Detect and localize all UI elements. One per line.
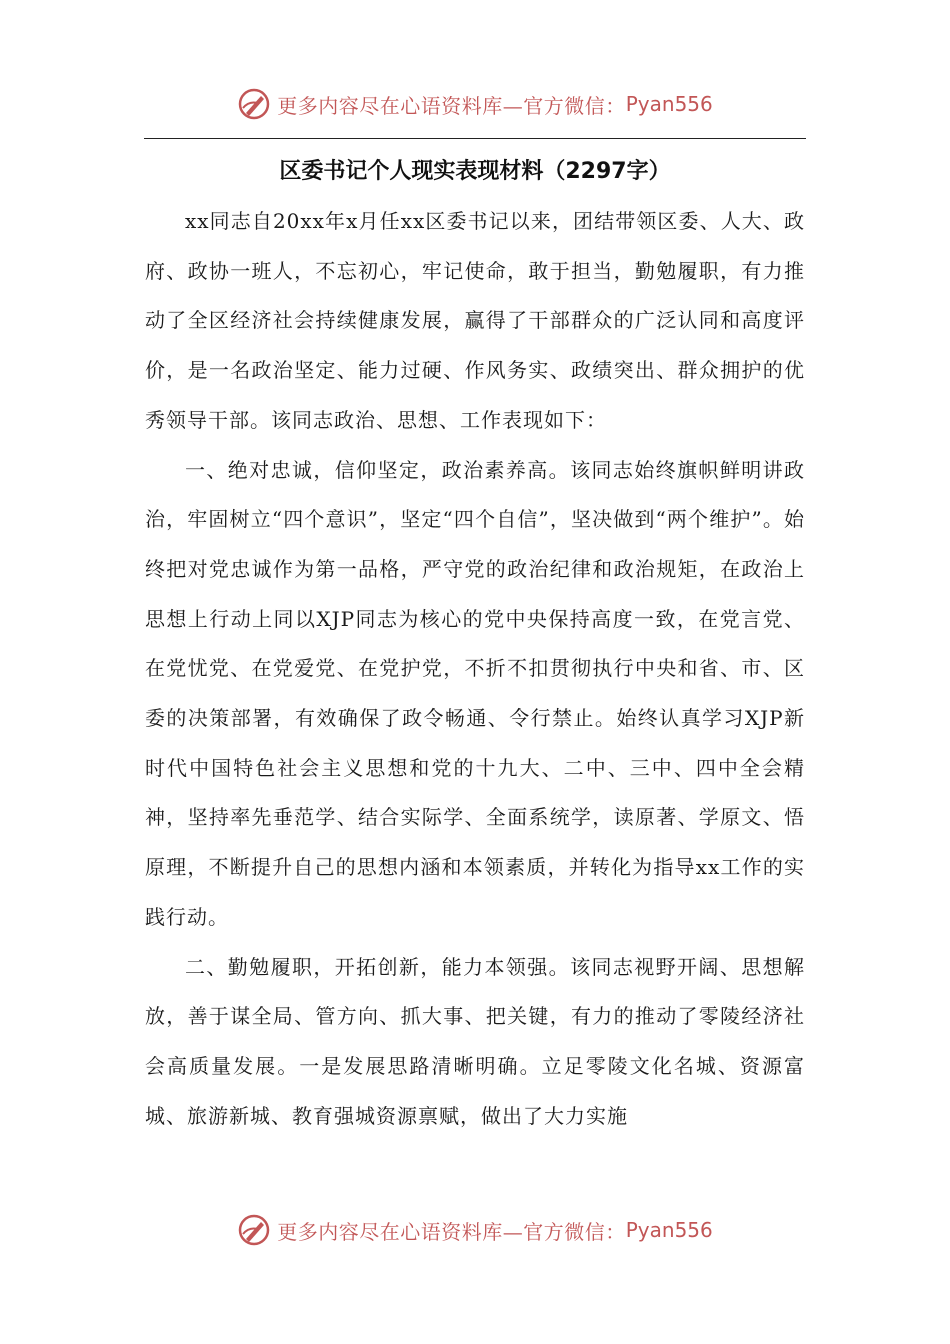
header-wechat-id: Pyan556: [625, 92, 713, 116]
footer-wechat-id: Pyan556: [625, 1218, 713, 1242]
document-body: [145, 197, 805, 1141]
footer-banner: [0, 1210, 950, 1250]
paragraph-section-1: 一、绝对忠诚，信仰坚定，政治素养高。该同志始终旗帜鲜明讲政治，牢固树立“四个意识”，坚定“四个自信”，坚决做到“两个维护”。始终把对党忠诚作为第一品格，严守党的政治纪律和政治规矩，在政治上思想上行动上同以XJP同志为核心的党中央保持高度一致，在党言党、在党忧党、在党爱党、在党护党，不折不扣贯彻执行中央和省、市、区委的决策部署，有效确保了政令畅通、令行禁止。始终认真学习XJP新时代中国特色社会主义思想和党的十九大、二中、三中、四中全会精神，坚持率先垂范学、结合实际学、全面系统学，读原著、学原文、悟原理，不断提升自己的思想内涵和本领素质，并转化为指导xx工作的实践行动。: [145, 457, 805, 929]
footer-banner-text: 更多内容尽在心语资料库—官方微信：: [277, 1219, 626, 1244]
pen-logo-icon: [237, 87, 271, 121]
pen-logo-icon: [237, 1213, 271, 1247]
header-banner-text: 更多内容尽在心语资料库—官方微信：: [277, 93, 626, 118]
paragraph-section-2: 二、勤勉履职，开拓创新，能力本领强。该同志视野开阔、思想解放，善于谋全局、管方向、抓大事、把关键，有力的推动了零陵经济社会高质量发展。一是发展思路清晰明确。立足零陵文化名城、资源富城、旅游新城、教育强城资源禀赋，做出了大力实施: [145, 954, 805, 1128]
document-title: 区委书记个人现实表现材料（2297字）: [279, 159, 671, 184]
header-banner: [0, 84, 950, 124]
header-divider: [144, 138, 806, 139]
paragraph-intro: xx同志自20xx年x月任xx区委书记以来，团结带领区委、人大、政府、政协一班人，不忘初心，牢记使命，敢于担当，勤勉履职，有力推动了全区经济社会持续健康发展，赢得了干部群众的广泛认同和高度评价，是一名政治坚定、能力过硬、作风务实、政绩突出、群众拥护的优秀领导干部。该同志政治、思想、工作表现如下：: [145, 209, 805, 432]
